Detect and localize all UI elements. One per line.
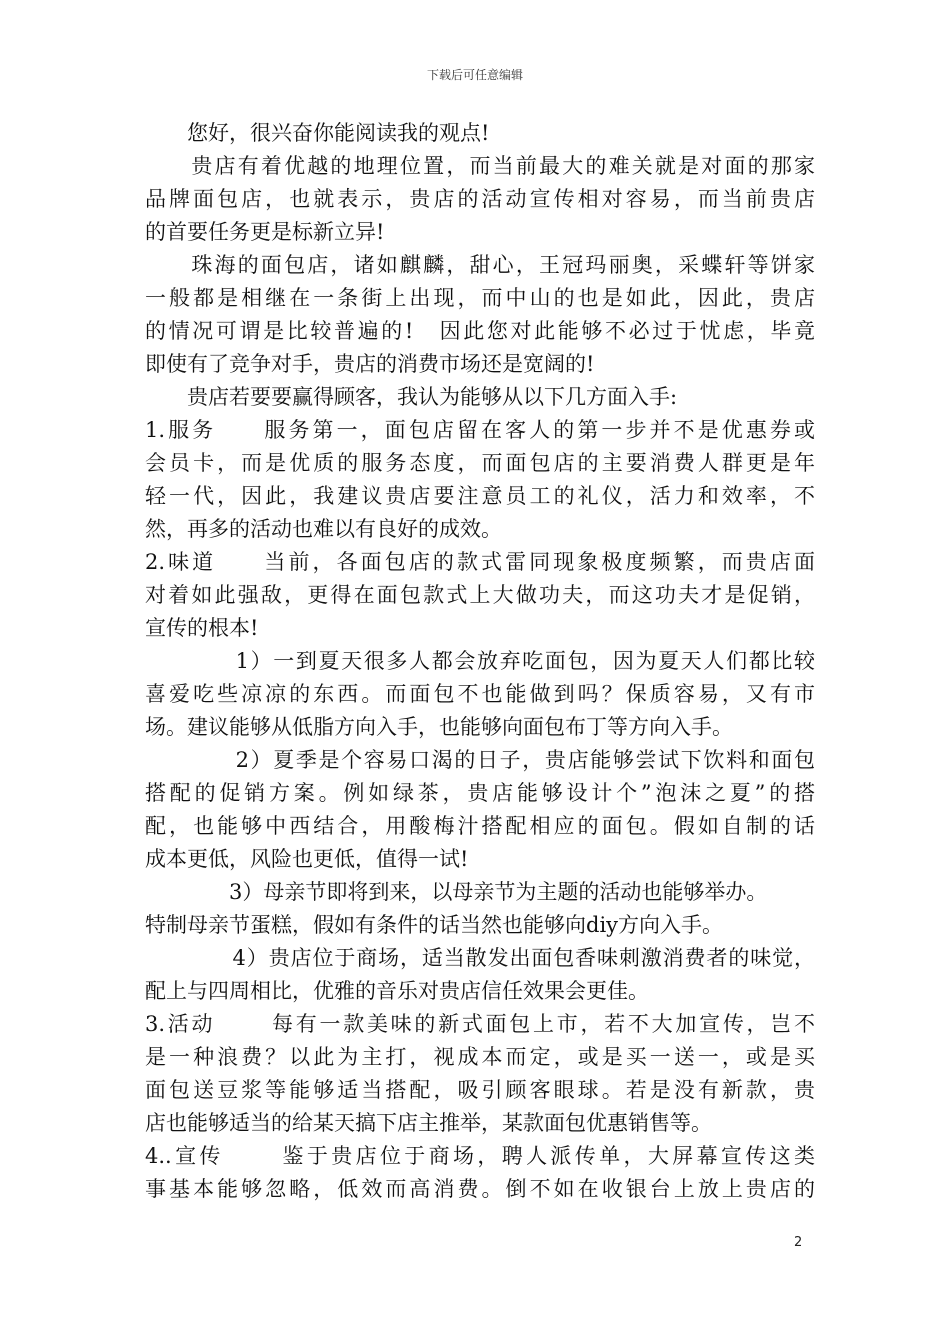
text-line: 轻一代，因此，我建议贵店要注意员工的礼仪，活力和效率，不 bbox=[145, 484, 815, 508]
text-line: 事基本能够忽略，低效而高消费。倒不如在收银台上放上贵店的 bbox=[145, 1177, 815, 1201]
text-line: 4..宣传 鉴于贵店位于商场，聘人派传单，大屏幕宣传这类 bbox=[145, 1144, 815, 1168]
text-line: 的首要任务更是标新立异! bbox=[145, 220, 385, 244]
text-line: 场。建议能够从低脂方向入手，也能够向面包布丁等方向入手。 bbox=[145, 715, 733, 739]
page-number: 2 bbox=[794, 1235, 803, 1250]
text-line: 对着如此强敌，更得在面包款式上大做功夫，而这功夫才是促销， bbox=[145, 583, 815, 607]
text-line: 贵店若要要赢得顾客，我认为能够从以下几方面入手: bbox=[145, 385, 678, 409]
text-line: 宣传的根本! bbox=[145, 616, 259, 640]
text-line: 3）母亲节即将到来，以母亲节为主题的活动也能够举办。 bbox=[145, 880, 768, 904]
text-line: 2.味道 当前，各面包店的款式雷同现象极度频繁，而贵店面 bbox=[145, 550, 815, 574]
text-line: 会员卡，而是优质的服务态度，而面包店的主要消费人群更是年 bbox=[145, 451, 815, 475]
document-body bbox=[145, 117, 815, 1206]
text-line: 4）贵店位于商场，适当散发出面包香味刺激消费者的味觉， bbox=[145, 946, 815, 970]
text-line: 品牌面包店，也就表示，贵店的活动宣传相对容易，而当前贵店 bbox=[145, 187, 815, 211]
text-line: 面包送豆浆等能够适当搭配，吸引顾客眼球。若是没有新款，贵 bbox=[145, 1078, 815, 1102]
text-line: 3.活动 每有一款美味的新式面包上市，若不大加宣传，岂不 bbox=[145, 1012, 815, 1036]
text-line: 喜爱吃些凉凉的东西。而面包不也能做到吗？保质容易，又有市 bbox=[145, 682, 815, 706]
text-line: 店也能够适当的给某天搞下店主推举，某款面包优惠销售等。 bbox=[145, 1111, 712, 1135]
text-line: 贵店有着优越的地理位置，而当前最大的难关就是对面的那家 bbox=[145, 154, 815, 178]
page-header: 下载后可任意编辑 bbox=[426, 68, 523, 82]
text-line: 1）一到夏天很多人都会放弃吃面包，因为夏天人们都比较 bbox=[145, 649, 815, 673]
text-line: 然，再多的活动也难以有良好的成效。 bbox=[145, 517, 502, 541]
text-line: 2）夏季是个容易口渴的日子，贵店能够尝试下饮料和面包 bbox=[145, 748, 815, 772]
text-line: 特制母亲节蛋糕，假如有条件的话当然也能够向diy方向入手。 bbox=[145, 913, 724, 937]
text-line: 搭配的促销方案。例如绿茶，贵店能够设计个”泡沫之夏”的搭 bbox=[145, 781, 815, 805]
text-line: 是一种浪费？以此为主打，视成本而定，或是买一送一，或是买 bbox=[145, 1045, 815, 1069]
text-line: 即使有了竞争对手，贵店的消费市场还是宽阔的! bbox=[145, 352, 595, 376]
text-line: 配，也能够中西结合，用酸梅汁搭配相应的面包。假如自制的话 bbox=[145, 814, 815, 838]
text-line: 的情况可谓是比较普遍的! 因此您对此能够不必过于忧虑，毕竟 bbox=[145, 319, 815, 343]
text-line: 珠海的面包店，诸如麒麟，甜心，王冠玛丽奥，采蝶轩等饼家 bbox=[145, 253, 815, 277]
text-line: 1.服务 服务第一，面包店留在客人的第一步并不是优惠券或 bbox=[145, 418, 815, 442]
text-line: 配上与四周相比，优雅的音乐对贵店信任效果会更佳。 bbox=[145, 979, 649, 1003]
text-line: 一般都是相继在一条街上出现，而中山的也是如此，因此，贵店 bbox=[145, 286, 815, 310]
text-line: 您好，很兴奋你能阅读我的观点! bbox=[145, 121, 490, 145]
text-line: 成本更低，风险也更低，值得一试! bbox=[145, 847, 469, 871]
